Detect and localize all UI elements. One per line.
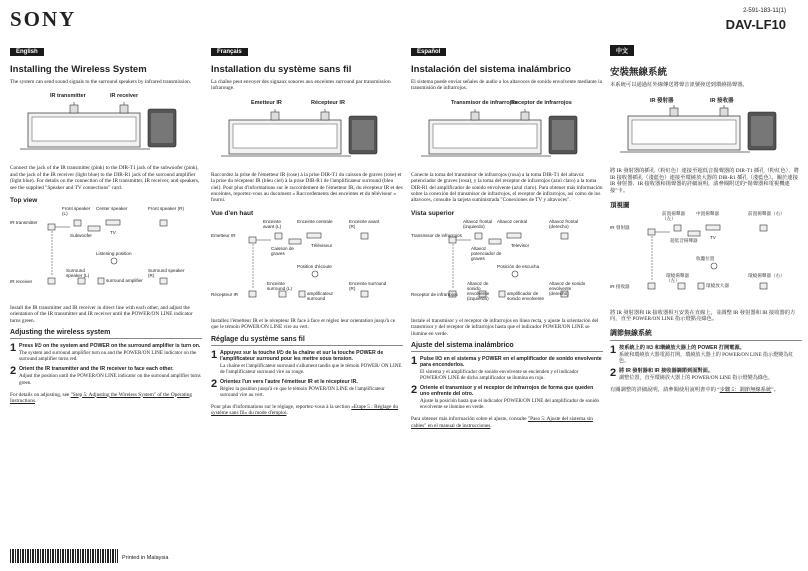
diag-center: Enceinte centrale bbox=[297, 218, 333, 224]
diag-front-left: Enceinte avant (L) bbox=[263, 218, 282, 230]
reference-note bbox=[610, 387, 802, 393]
devices-illustration bbox=[411, 98, 603, 168]
language-tab: Français bbox=[211, 48, 248, 56]
diag-center: Center speaker bbox=[96, 206, 128, 212]
diag-amplifier: amplificador de sonido envolvente bbox=[507, 290, 545, 302]
step-2 bbox=[411, 385, 603, 410]
step-title: Oriente el transmisor y el receptor de infrarrojos de forma que queden uno enfrente del otro. bbox=[420, 385, 594, 398]
ir-transmitter-label: Emetteur IR bbox=[251, 99, 282, 106]
note-prefix: Pour plus d'informations sur le réglage, reportez-vous à la section bbox=[211, 404, 352, 411]
step-detail: The system and surround amplifier turn on and the POWER/ON LINE indicator on the surround amplifier turns red. bbox=[19, 350, 197, 363]
diag-transmitter: IR 發射器 bbox=[610, 225, 630, 231]
language-tab: 中文 bbox=[610, 45, 634, 56]
step-number: 1 bbox=[411, 355, 418, 368]
diag-receiver: Receptor de infrarrojos bbox=[411, 291, 458, 297]
diag-subwoofer: Altavoz potenciador de graves bbox=[471, 245, 502, 262]
step-title: Orientez l'un vers l'autre l'émetteur IR et le récepteur IR. bbox=[220, 378, 358, 385]
step-title: 將 IR 發射器和 IR 接收器調節到面對面。 bbox=[619, 368, 713, 375]
diag-amplifier: 環繞放大器 bbox=[706, 283, 729, 289]
note-prefix: Para obtener más información sobre el ajuste, consulte bbox=[411, 416, 528, 423]
diag-tv: Téléviseur bbox=[311, 242, 333, 248]
diag-front-right: Altavoz frontal (derecho) bbox=[549, 218, 579, 230]
brand-logo: SONY bbox=[10, 7, 77, 31]
column-english bbox=[10, 40, 202, 510]
operating-instructions-link[interactable]: "Step 5: Adjusting the Wireless System" of the Operating Instructions bbox=[10, 391, 193, 405]
step-detail: 系統和環繞放大器電源打開，環繞放大器上的 POWER/ON LINE 指示燈變為紅色。 bbox=[619, 351, 794, 364]
diag-tv: TV bbox=[110, 230, 116, 236]
barcode bbox=[10, 549, 118, 563]
print-note: Printed in Malaysia bbox=[122, 555, 169, 561]
ir-transmitter-label: IR 發射器 bbox=[650, 98, 674, 105]
diag-surround-right: 環繞揚聲器（右） bbox=[748, 273, 785, 279]
step-number: 1 bbox=[610, 343, 617, 356]
ir-receiver-label: Receptor de infrarrojos bbox=[511, 99, 572, 106]
diag-listening: 收聽位置 bbox=[696, 256, 715, 262]
top-view-diagram bbox=[411, 219, 603, 314]
operating-instructions-link[interactable]: «Etape 5 : Réglage du système sans fil» du mode d'emploi bbox=[211, 404, 399, 417]
diag-transmitter: Emetteur IR bbox=[211, 232, 236, 238]
connection-figure bbox=[10, 91, 202, 161]
diag-front-right: Front speaker (R) bbox=[148, 206, 184, 212]
devices-illustration bbox=[10, 91, 202, 161]
step-detail: Réglez la position jusqu'à ce que le témoin POWER/ON LINE de l'amplificateur surround vire au vert. bbox=[220, 385, 385, 398]
step-1 bbox=[610, 345, 802, 364]
note-prefix: For details on adjusting, see bbox=[10, 391, 71, 398]
diag-listening: Posición de escucha bbox=[497, 263, 540, 269]
top-view-heading: 頂視圖 bbox=[610, 202, 630, 210]
language-tab: English bbox=[10, 48, 44, 56]
connection-text: Connect the jack of the IR transmitter (pink) to the DIR-T1 jack of the subwoofer (pink), and the jack of the IR receiver (light blue) to the DIR-R1 jack of the surround amplifier (light blue). For details on the connection of the IR transmitter, IR receiver, and speakers, see the supplied "Speaker and TV connections" card. bbox=[10, 165, 200, 191]
diag-front-right: Enceinte avant (R) bbox=[349, 218, 380, 230]
step-title: Press I/⏻ on the system and POWER on the surround amplifier is turn on. bbox=[19, 343, 201, 350]
diag-surround-left: Altavoz de sonido envolvente (izquierdo) bbox=[467, 280, 490, 302]
diag-receiver: IR receiver bbox=[10, 279, 33, 285]
adjust-heading: Réglage du système sans fil bbox=[211, 336, 403, 346]
note-suffix: . bbox=[490, 422, 492, 429]
column-spanish bbox=[411, 40, 603, 510]
diag-transmitter: Transmisor de infrarrojos bbox=[411, 232, 462, 238]
section-title: Installing the Wireless System bbox=[10, 64, 147, 75]
note-suffix: . bbox=[286, 410, 288, 417]
step-title: 按系統上的 I/⏻ 和環繞放大器上的 POWER 打開電源。 bbox=[619, 344, 745, 351]
diag-surround-left: Surround speaker (L) bbox=[66, 268, 90, 279]
ir-receiver-label: Récepteur IR bbox=[311, 99, 345, 106]
diag-transmitter: IR transmitter bbox=[10, 220, 38, 226]
step-2 bbox=[211, 379, 403, 398]
note-suffix: . bbox=[35, 398, 37, 405]
section-title: 安裝無線系統 bbox=[610, 67, 668, 78]
doc-number: 2-591-183-11(1) bbox=[743, 8, 786, 14]
column-chinese bbox=[610, 40, 802, 510]
diag-center: 中置揚聲器 bbox=[696, 211, 719, 217]
step-title: Pulse I/⏻ en el sistema y POWER en el amplificador de sonido envolvente para encenderlos. bbox=[420, 356, 602, 369]
install-text: 將 IR 發射器和 IR 接收器相互安裝在直線上，並調整 IR 發射器和 IR 接收器的方向，直至 POWER/ON LINE 指示燈點亮綠色。 bbox=[610, 310, 796, 323]
step-2 bbox=[610, 368, 802, 381]
connection-text: Raccordez la prise de l'émetteur IR (rose) à la prise DIR-T1 du caisson de graves (rose) et la prise du récepteur IR (bleu ciel) à la prise DIR-R1 de l'amplificateur surround (bleu ciel). Pour plus d'informations sur le raccordement de l'émetteur IR, du récepteur IR et des enceintes, reportez-vous au document « Raccordements des enceintes et du téléviseur » fourni. bbox=[211, 171, 403, 204]
connection-text: Conecte la toma del transmisor de infrarrojos (rosa) a la toma DIR-T1 del altavoz potenciador de graves (rosa), y la toma del receptor de infrarrojos (azul claro) a la toma DIR-R1 del amplificador de sonido envolvente (azul claro). Para obtener más información sobre la conexión del transmisor de infrarrojos, el receptor de infrarrojos, así como de los altavoces, consulte la tarjeta suministrada "Conexiones de TV y altavoces". bbox=[411, 171, 603, 204]
top-view-heading: Top view bbox=[10, 197, 38, 205]
reference-note bbox=[411, 416, 603, 429]
column-french bbox=[211, 40, 403, 510]
install-text: Instale el transmisor y el receptor de infrarrojos en línea recta, y ajuste la orientación del transmisor y del receptor de infrarrojos hasta que el indicador POWER/ON LINE se ilumine en verde. bbox=[411, 317, 599, 337]
adjust-heading: Ajuste del sistema inalámbrico bbox=[411, 342, 603, 352]
diag-front-right: 前置揚聲器（右） bbox=[748, 211, 785, 217]
diag-front-left: Altavoz frontal (izquierdo) bbox=[463, 218, 493, 230]
devices-illustration bbox=[211, 98, 403, 168]
step-number: 2 bbox=[211, 377, 218, 390]
step-detail: La chaîne et l'amplificateur surround s'allument tandis que le témoin POWER/ ON LINE de l'amplificateur surround vire au rouge. bbox=[220, 362, 402, 375]
diag-receiver: Récepteur IR bbox=[211, 291, 239, 297]
intro-text: 本系統可以通過紅外線傳送將聲音訊號發送到環繞揚聲器。 bbox=[610, 82, 748, 88]
install-text: Installez l'émetteur IR et le récepteur IR face à face et réglez leur orientation jusqu'à ce que le témoin POWER/ON LINE vire au vert. bbox=[211, 317, 396, 331]
step-number: 1 bbox=[10, 342, 17, 355]
connection-text: 將 IR 發射器的插孔（粉紅色）連接至超低音揚聲器的 DIR-T1 插孔（粉紅色），將 IR 接收器插孔（淺藍色）連接至環繞放大器的 DIR-R1 插孔（淺藍色）。關於連接 IR 發射器、IR 接收器和揚聲器的詳細說明，請參閱附送的“揚聲器和電視機連接”卡。 bbox=[610, 168, 799, 194]
diag-receiver: IR 接收器 bbox=[610, 284, 630, 290]
devices-illustration bbox=[610, 94, 802, 164]
step-detail: 調整位置，直至環繞放大器上的 POWER/ON LINE 指示燈變為綠色。 bbox=[619, 375, 774, 382]
diag-front-left: 前置揚聲器（左） bbox=[662, 211, 685, 222]
connection-figure bbox=[610, 94, 802, 164]
connection-figure bbox=[411, 98, 603, 168]
diag-subwoofer: 超低音揚聲器 bbox=[670, 238, 698, 244]
step-detail: El sistema y el amplificador de sonido envolvente se encienden y el indicador POWER/ON LINE de dicho amplificador se ilumina en rojo. bbox=[420, 369, 579, 382]
diag-listening: Position d'écoute bbox=[297, 263, 332, 269]
diag-surround-right: Altavoz de sonido envolvente (derecho) bbox=[549, 280, 586, 297]
note-suffix: ”。 bbox=[771, 387, 779, 394]
diag-surround-right: Enceinte surround (R) bbox=[349, 280, 387, 292]
step-title: Appuyez sur la touche I/⏻ de la chaîne et sur la touche POWER de l'amplificateur surround pour les mettre sous tension. bbox=[220, 349, 384, 362]
note-prefix: 有關調整的詳細說明，請參閱使用說明書中的 “ bbox=[610, 387, 720, 394]
reference-note bbox=[10, 392, 202, 405]
step-1 bbox=[411, 356, 603, 381]
ir-receiver-label: IR 接收器 bbox=[710, 98, 734, 105]
adjust-heading: 調節無線系統 bbox=[610, 328, 802, 341]
top-view-heading: Vue d'en haut bbox=[211, 209, 254, 217]
language-tab: Español bbox=[411, 48, 446, 56]
ir-transmitter-label: IR transmitter bbox=[50, 93, 86, 100]
operating-instructions-link[interactable]: 步驟 5：調節無線系統 bbox=[719, 387, 772, 394]
step-number: 1 bbox=[211, 348, 218, 361]
diag-center: Altavoz central bbox=[497, 218, 528, 224]
model-name: DAV-LF10 bbox=[725, 17, 786, 32]
step-number: 2 bbox=[10, 365, 17, 378]
intro-text: The system can send sound signals to the surround speakers by infrared transmission. bbox=[10, 79, 192, 85]
reference-note bbox=[211, 404, 403, 417]
adjust-heading: Adjusting the wireless system bbox=[10, 329, 202, 339]
diag-surround-right: Surround speaker (R) bbox=[148, 268, 185, 279]
diag-surround-left: Enceinte surround (L) bbox=[267, 280, 293, 292]
diag-listening: Listening position bbox=[96, 251, 132, 257]
step-number: 2 bbox=[411, 384, 418, 397]
step-2 bbox=[10, 366, 202, 385]
step-detail: Ajuste la posición hasta que el indicador POWER/ON LINE del amplificador de sonido envolvente se ilumine en verde. bbox=[420, 398, 600, 411]
diag-tv: TV bbox=[710, 235, 716, 241]
diag-tv: Televisor bbox=[511, 242, 530, 248]
install-text: Install the IR transmitter and IR receiver in direct line with each other, and adjust the orientation of the IR transmitter and IR receiver until the POWER/ON LINE indicator turns green. bbox=[10, 305, 193, 324]
intro-text: La chaîne peut envoyer des signaux sonores aux enceintes surround par transmission infrarouge. bbox=[211, 79, 391, 92]
diag-subwoofer: Subwoofer bbox=[70, 233, 92, 239]
diag-amplifier: amplificateur surround bbox=[307, 290, 334, 302]
intro-text: El sistema puede enviar señales de audio a los altavoces de sonido envolvente mediante la transmisión de infrarrojos. bbox=[411, 79, 602, 92]
diag-front-left: Front speaker (L) bbox=[62, 206, 91, 217]
top-view-diagram bbox=[10, 206, 202, 301]
diag-surround-left: 環繞揚聲器（左） bbox=[666, 273, 689, 284]
step-title: Orient the IR transmitter and the IR receiver to face each other. bbox=[19, 366, 174, 373]
top-view-heading: Vista superior bbox=[411, 209, 455, 217]
step-1 bbox=[211, 350, 403, 375]
section-title: Installation du système sans fil bbox=[211, 64, 352, 75]
connection-figure bbox=[211, 98, 403, 168]
diag-subwoofer: Caisson de graves bbox=[271, 245, 294, 257]
operating-instructions-link[interactable]: "Paso 5: Ajuste del sistema sin cables" en el manual de instrucciones bbox=[411, 416, 593, 429]
ir-transmitter-label: Transmisor de infrarrojos bbox=[451, 99, 518, 106]
step-1 bbox=[10, 343, 202, 362]
ir-receiver-label: IR receiver bbox=[110, 93, 139, 100]
top-view-diagram bbox=[610, 211, 802, 306]
step-detail: Adjust the position until the POWER/ON LINE indicator on the surround amplifier turns green. bbox=[19, 373, 201, 386]
diag-amplifier: surround amplifier bbox=[106, 278, 143, 284]
step-number: 2 bbox=[610, 367, 617, 380]
top-view-diagram bbox=[211, 219, 403, 314]
section-title: Instalación del sistema inalámbrico bbox=[411, 64, 571, 75]
